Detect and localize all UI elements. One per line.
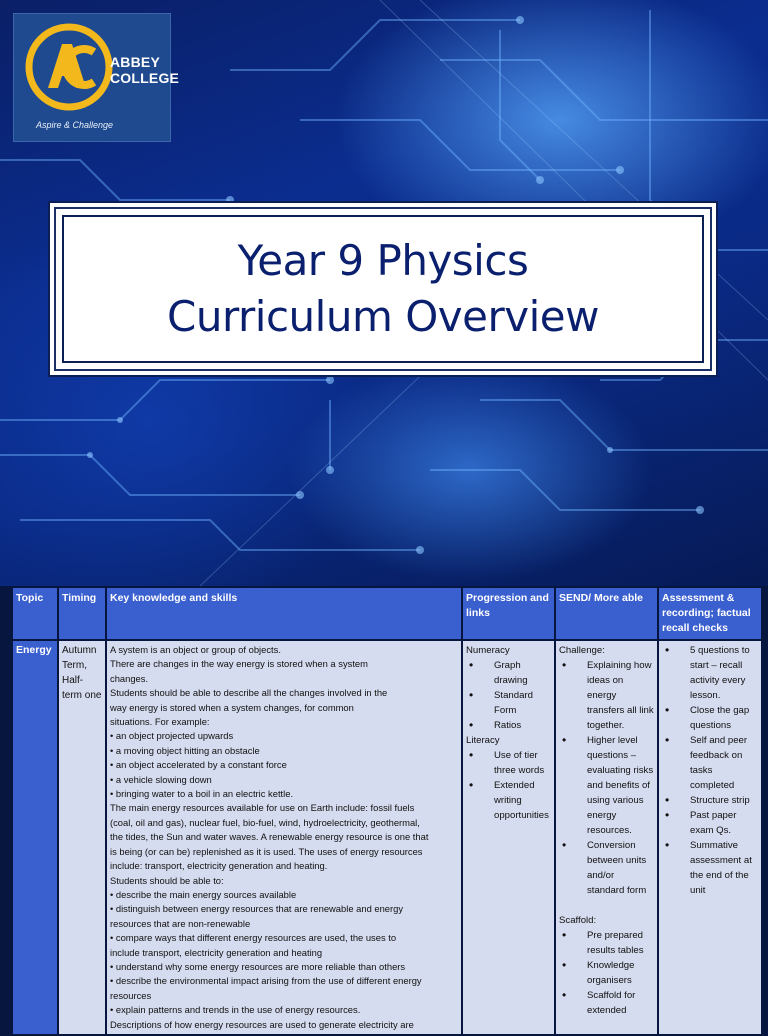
college-name: ABBEY COLLEGE [110, 54, 180, 86]
knowledge-line: Descriptions of how energy resources are used to generate electricity are [110, 1018, 414, 1030]
literacy-list [466, 748, 551, 823]
table-row [13, 641, 761, 1034]
list-item: • Close the gap questions [662, 703, 758, 733]
list-item: • Use of tier three words [466, 748, 551, 778]
list-item: • Past paper exam Qs. [662, 808, 758, 838]
list-item: • Conversion between units and/or standard form [559, 838, 654, 898]
challenge-heading: Challenge: [559, 645, 605, 656]
knowledge-line: • compare ways that different energy resources are used, the uses to [110, 932, 397, 944]
progression-cell [463, 641, 554, 1034]
curriculum-table-wrapper [11, 586, 757, 1030]
header-send: SEND/ More able [556, 588, 657, 639]
knowledge-line: resources [110, 989, 152, 1001]
knowledge-line: way energy is stored when a system changes, for common [110, 701, 354, 713]
list-item: • Summative assessment at the end of the unit [662, 838, 758, 898]
curriculum-table [11, 586, 763, 1036]
knowledge-line: resources that are non-renewable [110, 917, 251, 929]
page-title-line-2: Curriculum Overview [167, 292, 599, 341]
knowledge-line: • describe the main energy sources available [110, 888, 297, 900]
knowledge-line: The main energy resources available for use on Earth include: fossil fuels [110, 802, 415, 814]
numeracy-heading: Numeracy [466, 645, 510, 656]
title-box [54, 207, 712, 371]
list-item: • Extended writing opportunities [466, 778, 551, 823]
list-item: • Explaining how ideas on energy transfers all link together. [559, 658, 654, 733]
list-item: • Higher level questions – evaluating risks and benefits of using various energy resources. [559, 733, 654, 838]
knowledge-line: There are changes in the way energy is stored when a system [110, 658, 368, 670]
college-tagline: Aspire & Challenge [36, 120, 114, 130]
header-topic: Topic [13, 588, 57, 639]
numeracy-list [466, 658, 551, 733]
knowledge-line: (coal, oil and gas), nuclear fuel, bio-fuel, wind, hydroelectricity, geothermal, [110, 816, 420, 828]
table-header-row [13, 588, 761, 639]
knowledge-line: • an object accelerated by a constant force [110, 759, 287, 771]
header-progression: Progression and links [463, 588, 554, 639]
scaffold-heading: Scaffold: [559, 915, 597, 926]
assessment-list [662, 643, 758, 898]
knowledge-line: • distinguish between energy resources that are renewable and energy [110, 903, 404, 915]
knowledge-line: include transport, electricity generation and heating [110, 946, 323, 958]
header-knowledge: Key knowledge and skills [107, 588, 461, 639]
list-item: • Graph drawing [466, 658, 551, 688]
knowledge-line: • a moving object hitting an obstacle [110, 744, 260, 756]
knowledge-line: • explain patterns and trends in the use of energy resources. [110, 1004, 361, 1016]
topic-cell: Energy [13, 641, 57, 1034]
list-item: • 5 questions to start – recall activity every lesson. [662, 643, 758, 703]
knowledge-line: • a vehicle slowing down [110, 773, 212, 785]
knowledge-cell [107, 641, 461, 1034]
list-item: • Knowledge organisers [559, 958, 654, 988]
knowledge-line: • bringing water to a boil in an electric kettle. [110, 788, 294, 800]
knowledge-line: changes. [110, 672, 149, 684]
challenge-list [559, 658, 654, 898]
knowledge-line: is being (or can be) replenished as it is used. The uses of energy resources [110, 845, 423, 857]
list-item: • Self and peer feedback on tasks completed [662, 733, 758, 793]
knowledge-line: • understand why some energy resources are more reliable than others [110, 960, 406, 972]
header-timing: Timing [59, 588, 105, 639]
list-item: • Structure strip [662, 793, 758, 808]
knowledge-line: A system is an object or group of objects. [110, 644, 281, 655]
list-item: • Ratios [466, 718, 551, 733]
knowledge-line: • an object projected upwards [110, 730, 234, 742]
knowledge-line: Students should be able to describe all the changes involved in the [110, 687, 388, 699]
list-item: • Scaffold for extended [559, 988, 654, 1018]
college-logo [13, 13, 180, 142]
knowledge-line: the tides, the Sun and water waves. A renewable energy resource is one that [110, 831, 429, 843]
assessment-cell [659, 641, 761, 1034]
send-cell [556, 641, 657, 1034]
literacy-heading: Literacy [466, 735, 500, 746]
header-assessment: Assessment & recording; factual recall checks [659, 588, 761, 639]
knowledge-line: include: transport, electricity generation and heating. [110, 860, 328, 872]
scaffold-list [559, 928, 654, 1018]
knowledge-line: situations. For example: [110, 716, 210, 728]
list-item: • Pre prepared results tables [559, 928, 654, 958]
knowledge-line: • describe the environmental impact arising from the use of different energy [110, 975, 422, 987]
knowledge-line: Students should be able to: [110, 874, 224, 886]
timing-cell: Autumn Term, Half-term one [59, 641, 105, 1034]
college-crest-icon [24, 22, 114, 112]
knowledge-lines [110, 643, 458, 1032]
list-item: • Standard Form [466, 688, 551, 718]
page-title-line-1: Year 9 Physics [237, 236, 529, 285]
